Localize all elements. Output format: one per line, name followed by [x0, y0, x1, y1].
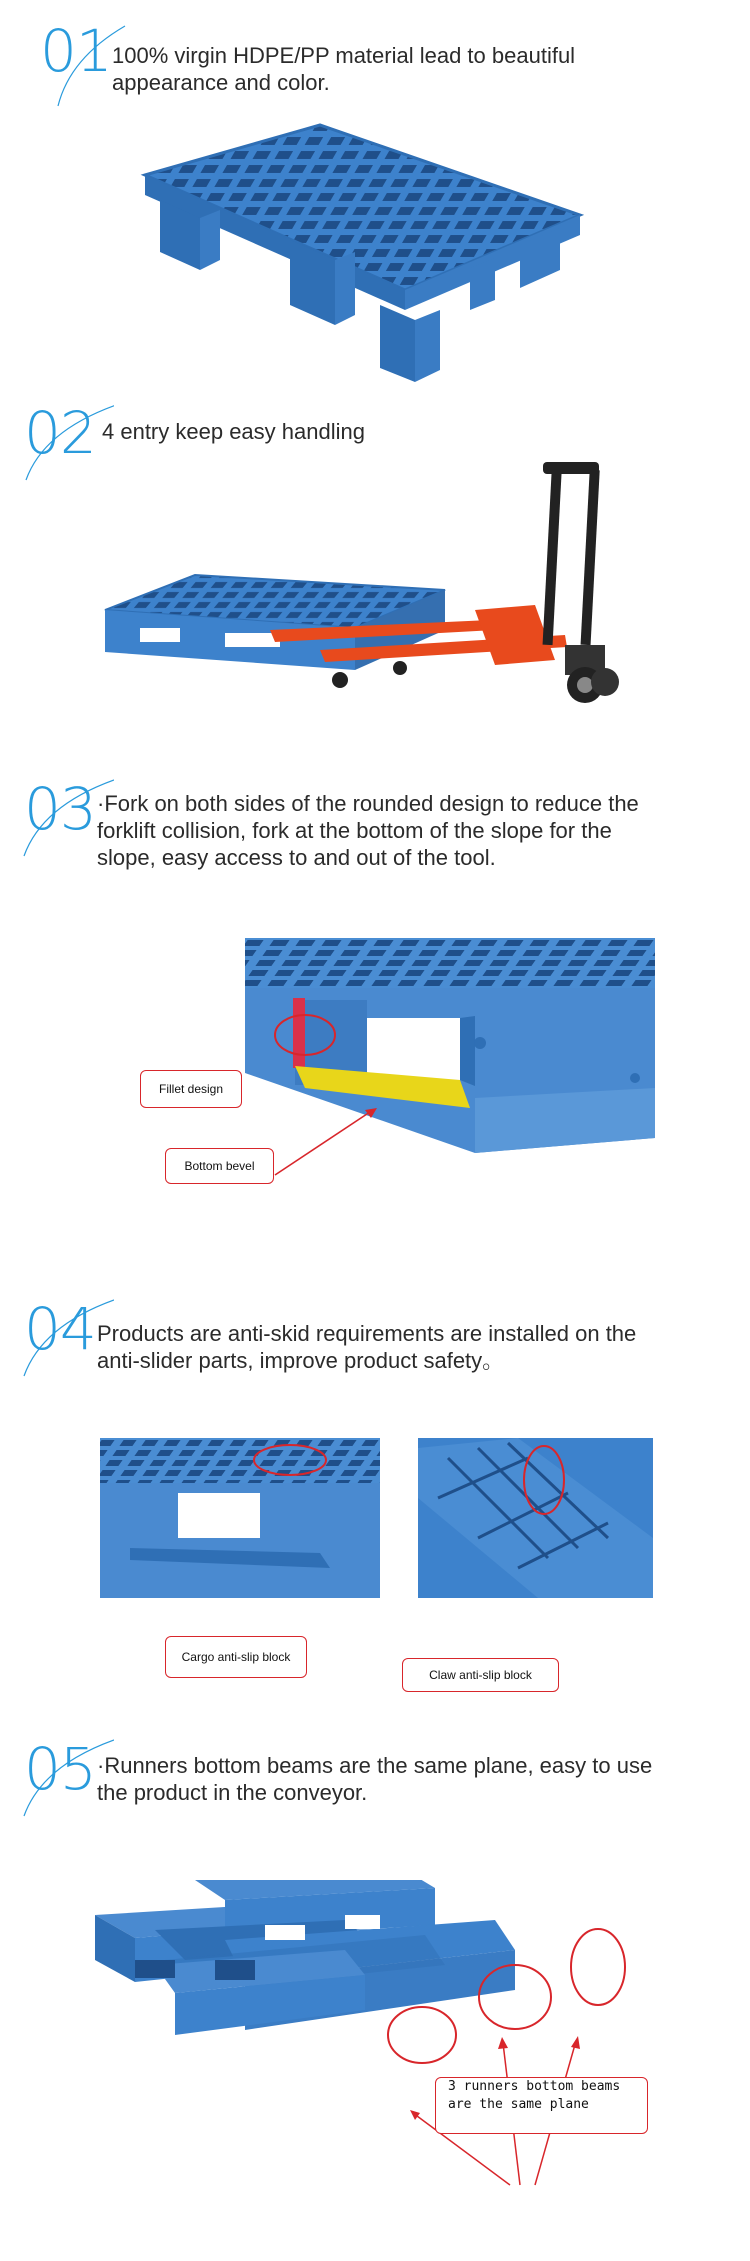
pallet-image [140, 120, 620, 390]
fillet-highlight-circle [270, 1010, 340, 1060]
claw-anti-slip-image [418, 1438, 653, 1598]
section-text: Products are anti-skid requirements are installed on the anti-slider parts, improve product safety。 [97, 1321, 637, 1373]
runners-label-line-1: 3 runners bottom beams [448, 2079, 621, 2094]
claw-anti-slip-label: Claw anti-slip block [402, 1658, 559, 1692]
bottom-bevel-label: Bottom bevel [165, 1148, 274, 1184]
fillet-design-label: Fillet design [140, 1070, 242, 1108]
bevel-arrow [265, 1100, 385, 1180]
section-text: 4 entry keep easy handling [102, 419, 365, 444]
runners-label [435, 2077, 648, 2134]
section-number: 02 [24, 399, 96, 467]
section-number: 04 [24, 1295, 96, 1363]
section-03 [0, 775, 750, 1300]
section-text: ·Runners bottom beams are the same plane, easy to use the product in the conveyor. [97, 1753, 653, 1805]
section-02 [0, 400, 750, 780]
section-05 [0, 1735, 750, 2261]
section-number: 01 [40, 17, 112, 85]
cargo-anti-slip-image [100, 1438, 380, 1598]
pallet-with-hand-truck-image [95, 460, 715, 730]
section-number: 03 [24, 775, 96, 843]
section-01 [0, 0, 750, 400]
cargo-anti-slip-label: Cargo anti-slip block [165, 1636, 307, 1678]
section-text: 100% virgin HDPE/PP material lead to beautiful appearance and color. [112, 43, 576, 95]
runners-label-line-2: are the same plane [448, 2097, 589, 2112]
section-text: ·Fork on both sides of the rounded design to reduce the forklift collision, fork at the bottom of the slope for the slope, easy access to and out of the tool. [97, 791, 639, 870]
section-04 [0, 1295, 750, 1740]
section-number: 05 [24, 1735, 96, 1803]
